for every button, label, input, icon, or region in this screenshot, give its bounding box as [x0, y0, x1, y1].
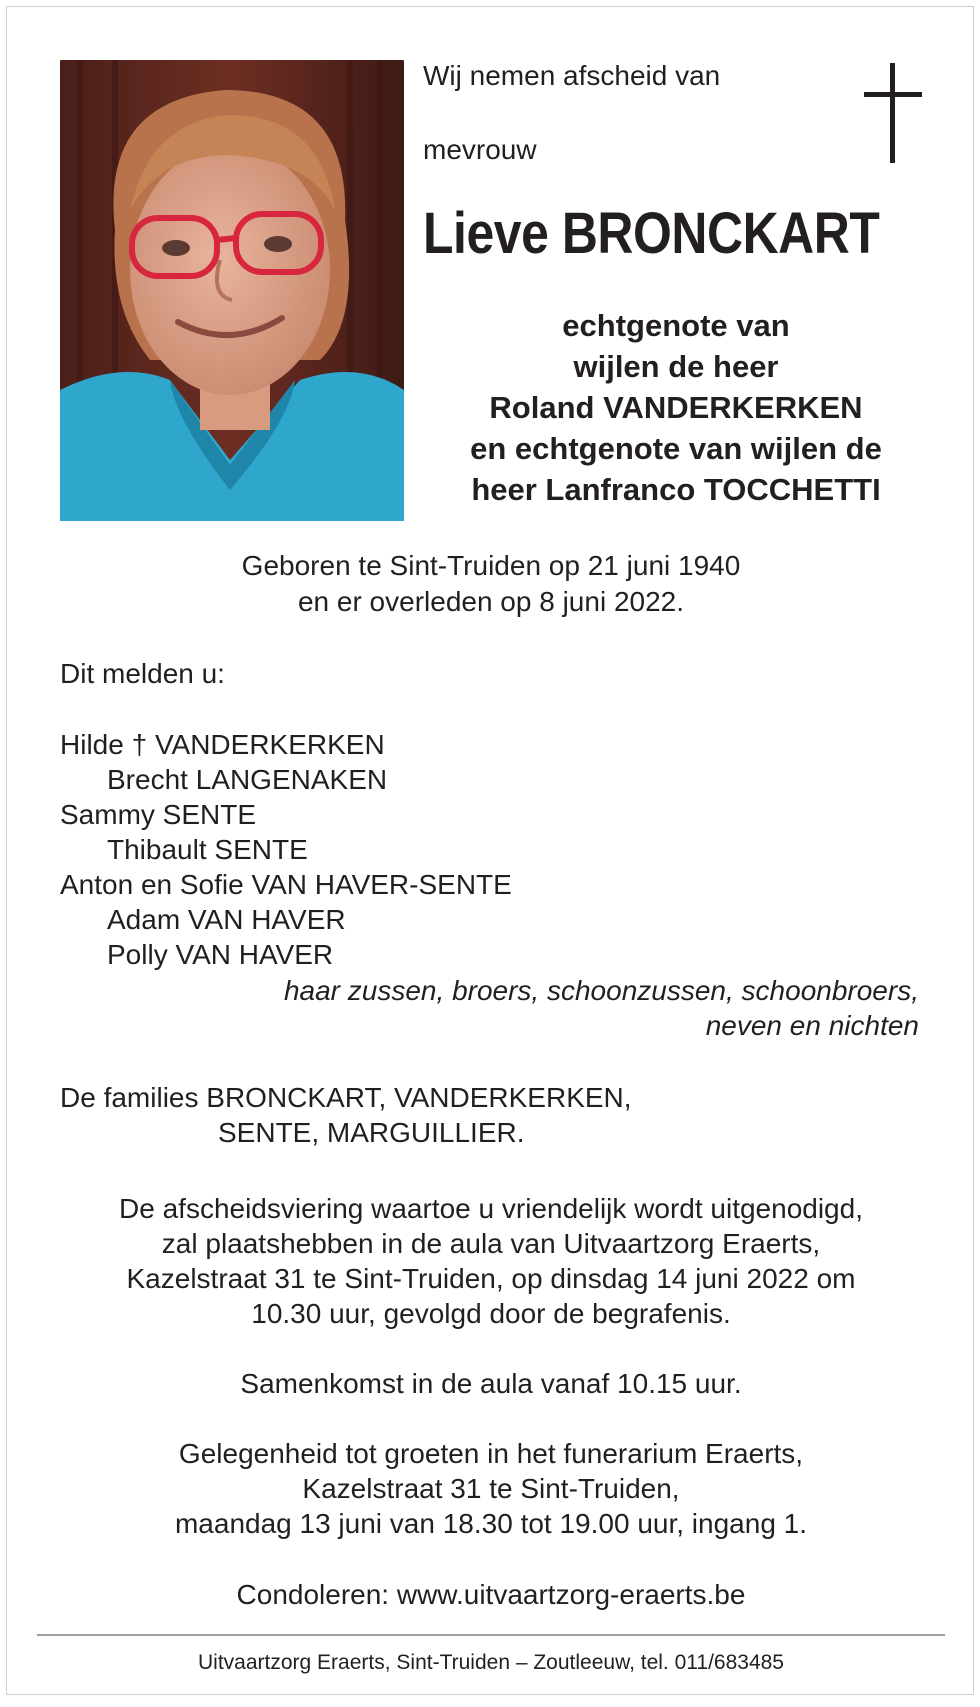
ceremony-line: zal plaatshebben in de aula van Uitvaartzorg Eraerts,: [161, 1228, 821, 1259]
spouse-block: [423, 305, 929, 510]
relatives-line: haar zussen, broers, schoonzussen, schoonbroers,: [283, 975, 919, 1006]
visitation-line: maandag 13 juni van 18.30 tot 19.00 uur, ingang 1.: [174, 1508, 808, 1539]
family-member: Adam VAN HAVER: [107, 904, 346, 935]
gathering-text: Samenkomst in de aula vanaf 10.15 uur.: [240, 1368, 742, 1399]
condolences-link[interactable]: Condoleren: www.uitvaartzorg-eraerts.be: [236, 1579, 746, 1610]
birth-death-block: [47, 548, 935, 620]
ceremony-block: [37, 1191, 945, 1331]
family-member: Thibault SENTE: [107, 834, 308, 865]
family-member: Sammy SENTE: [60, 799, 257, 830]
family-member: Polly VAN HAVER: [107, 939, 334, 970]
families-line: De families BRONCKART, VANDERKERKEN,: [60, 1082, 632, 1113]
died-line: en er overleden op 8 juni 2022.: [297, 586, 685, 617]
spouse-line: wijlen de heer: [573, 349, 779, 384]
visitation-block: [37, 1436, 945, 1541]
cross-icon: [864, 63, 922, 163]
families-line: SENTE, MARGUILLIER.: [218, 1117, 525, 1148]
deceased-name: Lieve BRONCKART: [423, 201, 880, 266]
visitation-line: Kazelstraat 31 te Sint-Truiden,: [302, 1473, 680, 1504]
footer-text: Uitvaartzorg Eraerts, Sint-Truiden – Zoutleeuw, tel. 011/683485: [198, 1651, 784, 1674]
spouse-line: heer Lanfranco TOCCHETTI: [471, 472, 881, 507]
family-list: [60, 727, 512, 972]
visitation-line: Gelegenheid tot groeten in het funerarium Eraerts,: [178, 1438, 804, 1469]
ceremony-line: 10.30 uur, gevolgd door de begrafenis.: [251, 1298, 731, 1329]
family-member: Brecht LANGENAKEN: [107, 764, 388, 795]
family-member: Anton en Sofie VAN HAVER-SENTE: [60, 869, 512, 900]
obituary-card: [6, 6, 974, 1695]
spouse-line: en echtgenote van wijlen de: [470, 431, 882, 466]
ceremony-line: De afscheidsviering waartoe u vriendelijk wordt uitgenodigd,: [119, 1193, 863, 1224]
relatives-line: neven en nichten: [705, 1010, 919, 1041]
portrait-photo: [60, 60, 404, 521]
intro-text: Wij nemen afscheid van: [423, 60, 721, 91]
spouse-line: Roland VANDERKERKEN: [489, 390, 863, 425]
spouse-line: echtgenote van: [562, 308, 790, 343]
ceremony-line: Kazelstraat 31 te Sint-Truiden, op dinsdag 14 juni 2022 om: [126, 1263, 856, 1294]
born-line: Geboren te Sint-Truiden op 21 juni 1940: [241, 550, 741, 581]
family-member: Hilde † VANDERKERKEN: [60, 729, 385, 760]
salutation: mevrouw: [423, 134, 537, 165]
announce-label: Dit melden u:: [60, 658, 225, 689]
footer-divider: [37, 1634, 945, 1636]
relatives-block: [284, 973, 919, 1043]
families-block: [60, 1080, 632, 1150]
